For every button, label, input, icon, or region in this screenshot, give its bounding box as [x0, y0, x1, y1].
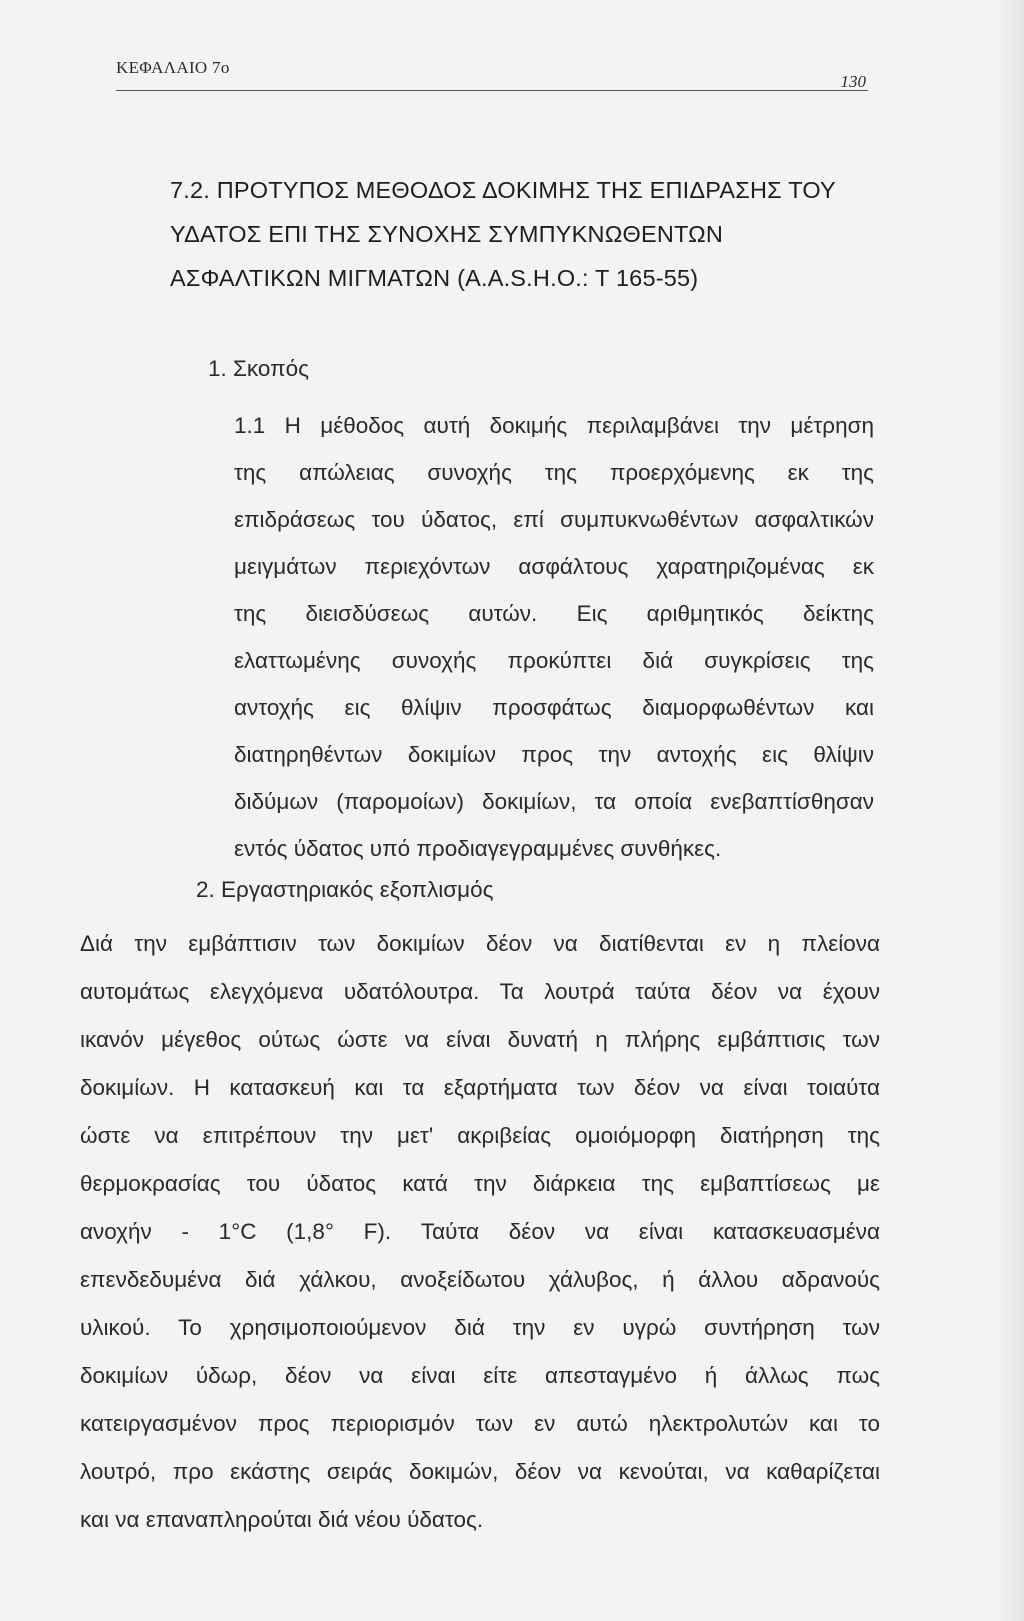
paragraph-line: της διεισδύσεως αυτών. Εις αριθμητικός δείκτης — [234, 601, 874, 626]
paragraph-line: αντοχής εις θλίψιν προσφάτως διαμορφωθέντων και — [234, 695, 874, 720]
paragraph-line: επενδεδυμένα διά χάλκου, ανοξείδωτου χάλυβος, ή άλλου αδρανούς — [80, 1267, 880, 1292]
paragraph-line: της απώλειας συνοχής της προερχόμενης εκ της — [234, 460, 874, 485]
paragraph-line: ώστε να επιτρέπουν την μετ' ακριβείας ομοιόμορφη διατήρηση της — [80, 1123, 880, 1148]
heading-line: 7.2. ΠΡΟΤΥΠΟΣ ΜΕΘΟΔΟΣ ΔΟΚΙΜΗΣ ΤΗΣ ΕΠΙΔΡΑΣΗΣ ΤΟΥ — [170, 177, 836, 203]
paragraph-line: λουτρό, προ εκάστης σειράς δοκιμών, δέον να κενούται, να καθαρίζεται — [80, 1459, 880, 1484]
paragraph-line: διδύμων (παρομοίων) δοκιμίων, τα οποία ενεβαπτίσθησαν — [234, 789, 874, 814]
page-number: 130 — [840, 72, 866, 91]
running-header — [116, 54, 868, 91]
paragraph-line: επιδράσεως του ύδατος, επί συμπυκνωθέντων ασφαλτικών — [234, 507, 874, 532]
paragraph-line: μειγμάτων περιεχόντων ασφάλτους χαρατηριζομένας εκ — [234, 554, 874, 579]
paragraph-equipment — [80, 920, 880, 1544]
heading-line: ΥΔΑΤΟΣ ΕΠΙ ΤΗΣ ΣΥΝΟΧΗΣ ΣΥΜΠΥΚΝΩΘΕΝΤΩΝ — [170, 221, 724, 247]
page-edge-shadow — [996, 0, 1024, 1621]
paragraph-line: θερμοκρασίας του ύδατος κατά την διάρκεια της εμβαπτίσεως με — [80, 1171, 880, 1196]
chapter-label: ΚΕΦΑΛΑΙΟ 7ο — [116, 58, 230, 77]
paragraph-line: κατειργασμένον προς περιορισμόν των εν αυτώ ηλεκτρολυτών και το — [80, 1411, 880, 1436]
paragraph-line: 1.1 Η μέθοδος αυτή δοκιμής περιλαμβάνει την μέτρηση — [234, 413, 874, 438]
paragraph-purpose — [234, 402, 874, 872]
paragraph-line: ανοχήν - 1°C (1,8° F). Ταύτα δέον να είναι κατασκευασμένα — [80, 1219, 880, 1244]
paragraph-line: αυτομάτως ελεγχόμενα υδατόλουτρα. Τα λουτρά ταύτα δέον να έχουν — [80, 979, 880, 1004]
paragraph-line: δοκιμίων ύδωρ, δέον να είναι είτε απεσταγμένο ή άλλως πως — [80, 1363, 880, 1388]
subsection-title-equipment: 2. Εργαστηριακός εξοπλισμός — [196, 877, 494, 902]
subsection-title-purpose: 1. Σκοπός — [208, 356, 309, 381]
paragraph-line: ελαττωμένης συνοχής προκύπτει διά συγκρίσεις της — [234, 648, 874, 673]
heading-line: ΑΣΦΑΛΤΙΚΩΝ ΜΙΓΜΑΤΩΝ (Α.Α.S.Η.Ο.: Τ 165-55) — [170, 265, 699, 291]
paragraph-line: ικανόν μέγεθος ούτως ώστε να είναι δυνατή η πλήρης εμβάπτισις των — [80, 1027, 880, 1052]
paragraph-line: εντός ύδατος υπό προδιαγεγραμμένες συνθήκες. — [234, 836, 722, 861]
paragraph-line: Διά την εμβάπτισιν των δοκιμίων δέον να διατίθενται εν η πλείονα — [80, 931, 880, 956]
section-heading — [170, 168, 890, 300]
paragraph-line: υλικού. Το χρησιμοποιούμενον διά την εν υγρώ συντήρηση των — [80, 1315, 880, 1340]
paragraph-line: δοκιμίων. Η κατασκευή και τα εξαρτήματα των δέον να είναι τοιαύτα — [80, 1075, 880, 1100]
paragraph-line: και να επαναπληρούται διά νέου ύδατος. — [80, 1507, 484, 1532]
paragraph-line: διατηρηθέντων δοκιμίων προς την αντοχής εις θλίψιν — [234, 742, 874, 767]
